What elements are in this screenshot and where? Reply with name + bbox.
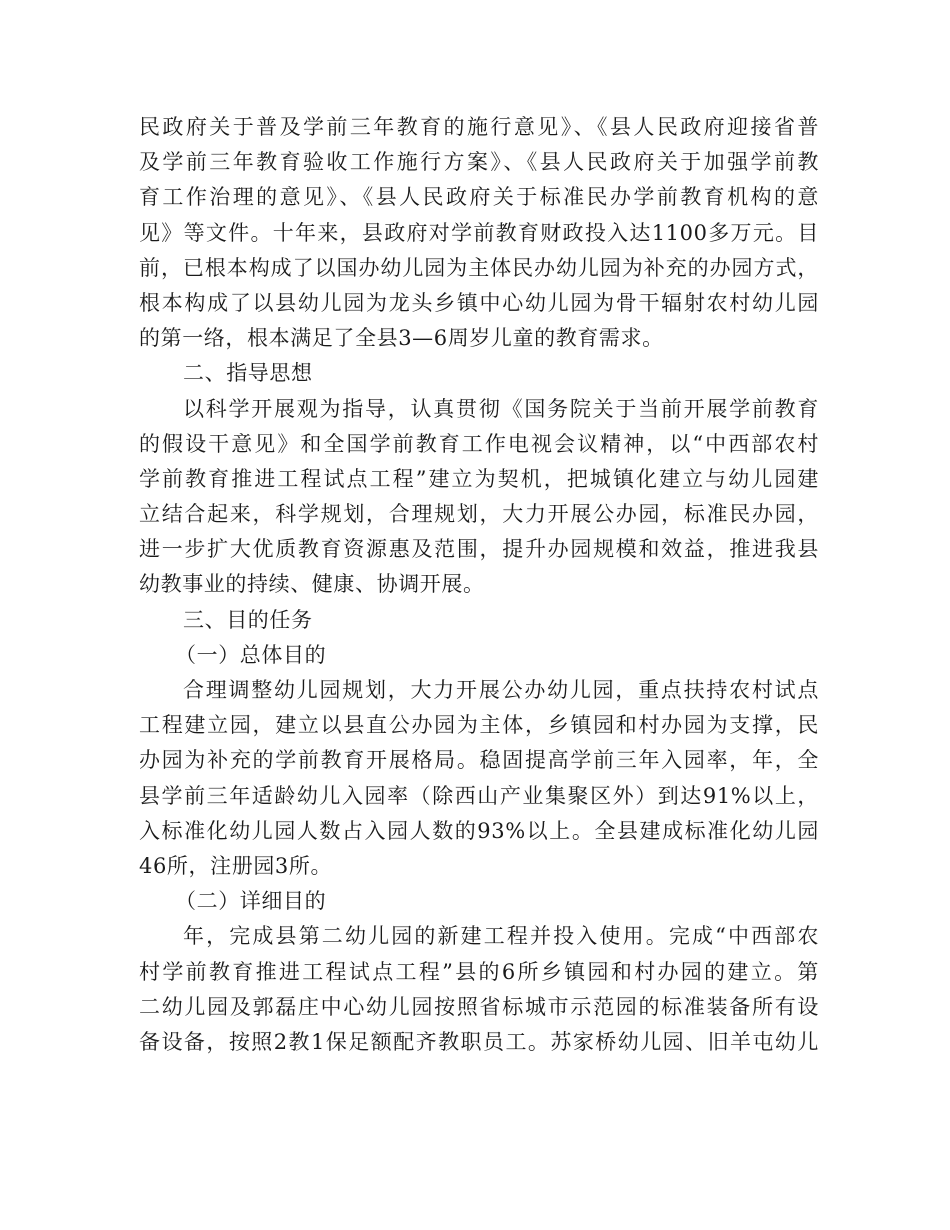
text-line: 育工作治理的意见》、《县人民政府关于标准民办学前教育机构的意 (139, 185, 819, 210)
text-line: 的第一络，根本满足了全县3—6周岁儿童的教育需求。 (139, 326, 664, 351)
text-line: 入标准化幼儿园人数占入园人数的93%以上。全县建成标准化幼儿园 (139, 818, 819, 843)
text-line: 46所，注册园3所。 (139, 853, 333, 878)
text-line: 村学前教育推进工程试点工程”县的6所乡镇园和村办园的建立。第 (139, 959, 819, 984)
text-line: 立结合起来，科学规划，合理规划，大力开展公办园，标准民办园， (139, 502, 819, 527)
document-body (139, 110, 819, 1060)
section-heading: 二、指导思想 (183, 361, 313, 386)
text-line: 进一步扩大优质教育资源惠及范围，提升办园规模和效益，推进我县 (139, 537, 819, 562)
text-line: 前，已根本构成了以国办幼儿园为主体民办幼儿园为补充的办园方式， (139, 255, 819, 280)
subsection-heading: （二）详细目的 (175, 889, 327, 914)
text-line: 根本构成了以县幼儿园为龙头乡镇中心幼儿园为骨干辐射农村幼儿园 (139, 290, 819, 315)
text-line: 及学前三年教育验收工作施行方案》、《县人民政府关于加强学前教 (139, 150, 819, 175)
text-line: 年，完成县第二幼儿园的新建工程并投入使用。完成“中西部农 (183, 924, 819, 949)
text-line: 工程建立园，建立以县直公办园为主体，乡镇园和村办园为支撑，民 (139, 713, 819, 738)
text-line: 备设备，按照2教1保足额配齐教职员工。苏家桥幼儿园、旧羊屯幼儿 (139, 1029, 819, 1054)
text-line: 以科学开展观为指导，认真贯彻《国务院关于当前开展学前教育 (183, 396, 819, 421)
text-line: 合理调整幼儿园规划，大力开展公办幼儿园，重点扶持农村试点 (183, 678, 819, 702)
subsection-heading: （一）总体目的 (175, 642, 327, 667)
text-line: 幼教事业的持续、健康、协调开展。 (139, 572, 485, 597)
text-line: 民政府关于普及学前三年教育的施行意见》、《县人民政府迎接省普 (139, 115, 819, 139)
text-line: 二幼儿园及郭磊庄中心幼儿园按照省标城市示范园的标准装备所有设 (139, 994, 819, 1019)
text-line: 见》等文件。十年来，县政府对学前教育财政投入达1100多万元。目 (139, 220, 819, 245)
text-line: 办园为补充的学前教育开展格局。稳固提高学前三年入园率，年，全 (139, 748, 819, 773)
text-line: 县学前三年适龄幼儿入园率（除西山产业集聚区外）到达91%以上， (139, 783, 819, 808)
section-heading: 三、目的任务 (183, 607, 313, 632)
text-line: 的假设干意见》和全国学前教育工作电视会议精神，以“中西部农村 (139, 431, 819, 456)
text-line: 学前教育推进工程试点工程”建立为契机，把城镇化建立与幼儿园建 (139, 466, 819, 491)
